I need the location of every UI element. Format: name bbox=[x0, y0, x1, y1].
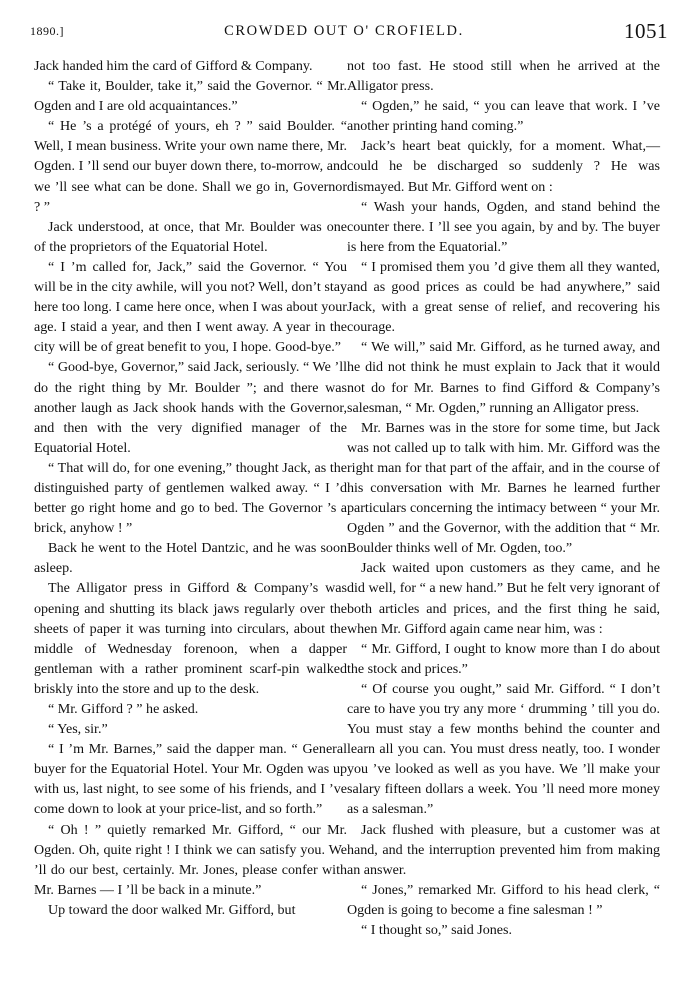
paragraph: “ I thought so,” said Jones. bbox=[361, 922, 512, 939]
paragraph: “ I ’m Mr. Barnes,” said the dapper man. “ General buyer for the Equatorial Hotel. Your Mr. Ogden was up with us, last night, to see some of his friends, and I ’ve come down to look at your price-list, and so forth.” bbox=[34, 741, 347, 818]
paragraph: “ Yes, sir.” bbox=[48, 721, 108, 738]
paragraph: Up toward the door walked Mr. Gifford, but bbox=[48, 901, 296, 918]
text-column-left bbox=[34, 56, 347, 920]
paragraph: “ I promised them you ’d give them all they wanted, and as good prices as could be had anywhere,” said Jack, with a great sense of relief, and recovering his courage. bbox=[347, 258, 660, 336]
text-column-right bbox=[347, 56, 660, 940]
paragraph: Jack handed him the card of Gifford & Company. bbox=[34, 58, 313, 74]
header-title: CROWDED OUT O' CROFIELD. bbox=[224, 22, 464, 39]
paragraph: Mr. Barnes was in the store for some time, but Jack was not called up to talk with him. Mr. Gifford was the right man for that part of the affair, and in the course of his conversation with Mr. Barnes he learned further particulars concerning the intimacy between “ your Mr. Ogden ” and the Governor, with the addition that “ Mr. Boulder thinks well of Mr. Ogden, too.” bbox=[347, 419, 660, 557]
paragraph: Jack flushed with pleasure, but a customer was at hand, and the interruption prevented him from making an answer. bbox=[347, 821, 660, 878]
paragraph: Jack waited upon customers as they came, and he did well, for “ a new hand.” But he felt very ignorant of both articles and prices, and the first thing he said, when Mr. Gifford again came near him, was : bbox=[347, 560, 660, 637]
paragraph: “ We will,” said Mr. Gifford, as he turned away, and he did not think he must explain to Jack that it would not do for Mr. Barnes to find Gifford & Company’s salesman, “ Mr. Ogden,” running an Alligator press. bbox=[347, 339, 660, 416]
paragraph: “ Take it, Boulder, take it,” said the Governor. “ Mr. Ogden and I are old acquaintances.” bbox=[34, 78, 347, 115]
header-year: 1890.] bbox=[30, 23, 64, 38]
paragraph: “ Wash your hands, Ogden, and stand behind the counter there. I ’ll see you again, by and by. The buyer is here from the Equatorial.” bbox=[347, 198, 660, 255]
paragraph: Jack’s heart beat quickly, for a moment. What,— could he be discharged so suddenly ? He was dismayed. But Mr. Gifford went on : bbox=[347, 138, 660, 195]
paragraph: “ He ’s a protégé of yours, eh ? ” said Boulder. “ Well, I mean business. Write your own name there, Mr. Ogden. I ’ll send our buyer down there, to-morrow, and we ’ll see what can be done. Shall we go in, Governor ? ” bbox=[34, 118, 347, 215]
paragraph: “ Oh ! ” quietly remarked Mr. Gifford, “ our Mr. Ogden. Oh, quite right ! I think we can satisfy you. We ’ll do our best, certainly. Mr. Jones, please confer with Mr. Barnes — I ’ll be back in a minute.” bbox=[34, 821, 347, 898]
page-number: 1051 bbox=[624, 18, 668, 43]
paragraph: Jack understood, at once, that Mr. Boulder was one of the proprietors of the Equatorial Hotel. bbox=[34, 218, 347, 255]
paragraph: “ Mr. Gifford, I ought to know more than I do about the stock and prices.” bbox=[347, 640, 660, 677]
paragraph: not too fast. He stood still when he arrived at the Alligator press. bbox=[347, 58, 660, 95]
paragraph: “ Ogden,” he said, “ you can leave that work. I ’ve another printing hand coming.” bbox=[347, 98, 660, 135]
paragraph: “ Good-bye, Governor,” said Jack, seriously. “ We ’ll do the right thing by Mr. Boulder ”; and there was another laugh as Jack shook hands with the Governor, and then with the very dignified manager of the Equatorial Hotel. bbox=[34, 359, 347, 456]
paragraph: Back he went to the Hotel Dantzic, and he was soon asleep. bbox=[34, 540, 347, 577]
paragraph: “ I ’m called for, Jack,” said the Governor. “ You will be in the city awhile, will you not? Well, don’t stay here too long. I came here once, when I was about your age. I staid a year, and then I went away. A year in the city will be of great benefit to you, I hope. Good-bye.” bbox=[34, 258, 347, 356]
paragraph: The Alligator press in Gifford & Company’s was opening and shutting its black jaws regularly over the sheets of paper it was turning into circulars, about the middle of Wednesday forenoon, when a dapper gentleman with a rather prominent scarf-pin walked briskly into the store and up to the desk. bbox=[34, 580, 347, 697]
running-header bbox=[30, 14, 668, 48]
paragraph: “ Jones,” remarked Mr. Gifford to his head clerk, “ Ogden is going to become a fine salesman ! ” bbox=[347, 881, 660, 918]
paragraph: “ That will do, for one evening,” thought Jack, as the distinguished party of gentlemen walked away. “ I ’d better go right home and go to bed. The Governor ’s a brick, anyhow ! ” bbox=[34, 459, 347, 537]
paragraph: “ Of course you ought,” said Mr. Gifford. “ I don’t care to have you try any more ‘ drumming ’ till you do. You must stay a few months behind the counter and learn all you can. You must dress neatly, too. I wonder you ’ve looked as well as you have. We ’ll make your salary fifteen dollars a week. You ’ll need more money as a salesman.” bbox=[347, 680, 660, 818]
paragraph: “ Mr. Gifford ? ” he asked. bbox=[48, 701, 199, 717]
